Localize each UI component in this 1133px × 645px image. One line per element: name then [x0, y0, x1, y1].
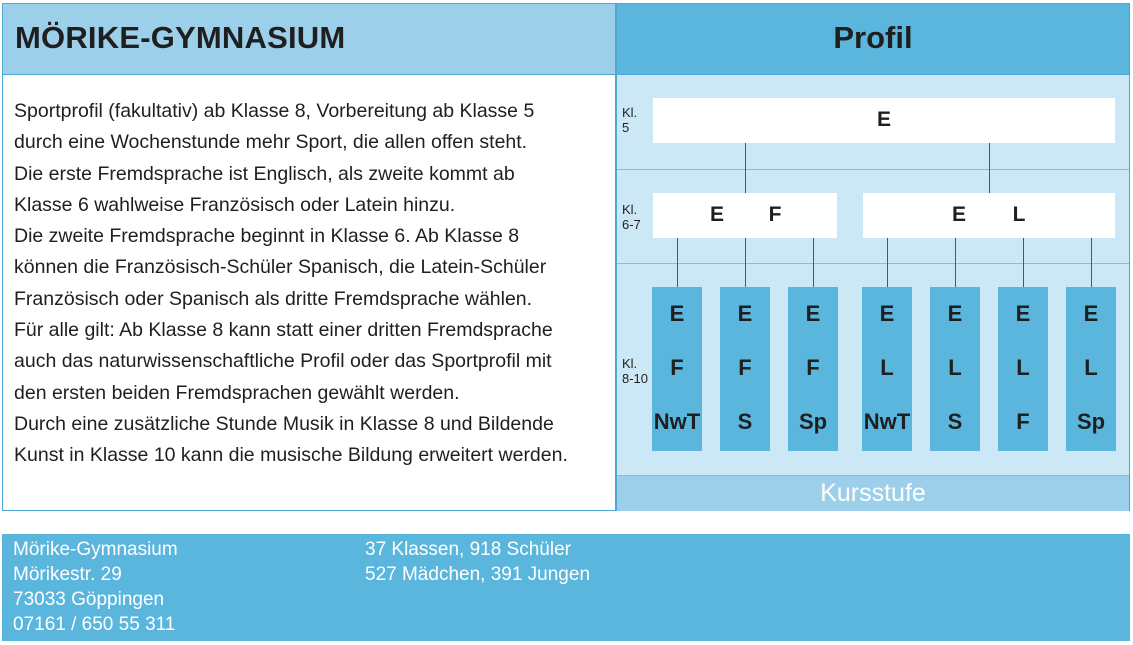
column-lang1: E [1083, 301, 1099, 326]
column-profile: Sp [798, 409, 828, 434]
class810-column [930, 287, 980, 451]
connector-line [989, 143, 990, 193]
profile-diagram [616, 75, 1130, 511]
class67-lang: L [1012, 203, 1026, 226]
connector-line [813, 238, 814, 287]
column-profile: Sp [1076, 409, 1106, 434]
column-profile: S [737, 409, 753, 434]
footer-phone: 07161 / 650 55 311 [13, 614, 176, 635]
column-lang1: E [737, 301, 753, 326]
class67-box-ef [653, 193, 837, 238]
level-label-kl67: Kl. 6-7 [622, 202, 641, 232]
profile-title: Profil [833, 20, 913, 55]
column-lang1: E [669, 301, 685, 326]
connector-line [677, 238, 678, 287]
level-label-kl5: Kl. 5 [622, 105, 638, 135]
description-line: Französisch oder Spanisch als dritte Fremdsprache wählen. [14, 287, 533, 310]
class67-box-el [863, 193, 1115, 238]
kursstufe-label: Kursstufe [820, 479, 926, 507]
class67-lang: F [768, 203, 782, 226]
description-line: Sportprofil (fakultativ) ab Klasse 8, Vorbereitung ab Klasse 5 [14, 100, 535, 122]
connector-line [955, 238, 956, 287]
class5-box [653, 98, 1115, 143]
description-line: durch eine Wochenstunde mehr Sport, die allen offen steht. [14, 131, 528, 154]
footer-city: 73033 Göppingen [13, 589, 165, 610]
footer-stats-classes: 37 Klassen, 918 Schüler [365, 539, 571, 560]
column-profile: S [947, 409, 963, 434]
column-lang2: L [948, 355, 962, 380]
description-line: auch das naturwissenschaftliche Profil oder das Sportprofil mit [14, 350, 552, 373]
column-profile: F [1016, 409, 1030, 434]
column-lang1: E [1015, 301, 1031, 326]
kursstufe-bar [617, 475, 1129, 511]
class67-lang: E [951, 203, 966, 226]
connector-line [745, 143, 746, 193]
description-line: Die erste Fremdsprache ist Englisch, als zweite kommt ab [14, 162, 515, 185]
class810-column [652, 287, 702, 451]
class810-column [788, 287, 838, 451]
column-lang1: E [879, 301, 895, 326]
column-lang2: F [806, 355, 820, 380]
footer-street: Mörikestr. 29 [13, 564, 122, 585]
class810-column [720, 287, 770, 451]
footer-stats-students: 527 Mädchen, 391 Jungen [365, 564, 591, 585]
level-divider [617, 169, 1129, 170]
connector-line [1023, 238, 1024, 287]
description-line: Klasse 6 wahlweise Französisch oder Latein hinzu. [14, 193, 456, 216]
footer [2, 534, 1130, 641]
column-lang2: L [880, 355, 894, 380]
column-lang2: L [1084, 355, 1098, 380]
profile-header [616, 3, 1130, 75]
footer-school-name: Mörike-Gymnasium [13, 539, 178, 560]
class810-column [862, 287, 912, 451]
description-text [14, 96, 614, 472]
class810-column [1066, 287, 1116, 451]
column-lang2: F [670, 355, 684, 380]
school-header [2, 3, 616, 75]
column-lang2: L [1016, 355, 1030, 380]
column-profile: NwT [863, 409, 911, 434]
description-line: Durch eine zusätzliche Stunde Musik in Klasse 8 und Bildende [14, 412, 554, 435]
level-divider [617, 263, 1129, 264]
description-line: Für alle gilt: Ab Klasse 8 kann statt einer dritten Fremdsprache [14, 319, 553, 342]
column-lang1: E [805, 301, 821, 326]
description-line: können die Französisch-Schüler Spanisch, die Latein-Schüler [14, 256, 547, 279]
connector-line [745, 238, 746, 287]
description-line: den ersten beiden Fremdsprachen gewählt werden. [14, 381, 460, 404]
description-line: Die zweite Fremdsprache beginnt in Klasse 6. Ab Klasse 8 [14, 225, 520, 248]
column-lang2: F [738, 355, 752, 380]
class810-column [998, 287, 1048, 451]
description-line: Kunst in Klasse 10 kann die musische Bildung erweitert werden. [14, 444, 568, 467]
column-profile: NwT [653, 409, 701, 434]
school-title: MÖRIKE-GYMNASIUM [15, 20, 346, 55]
connector-line [1091, 238, 1092, 287]
class5-language: E [876, 108, 891, 131]
description-panel [2, 75, 616, 511]
connector-line [887, 238, 888, 287]
column-lang1: E [947, 301, 963, 326]
class67-lang: E [709, 203, 724, 226]
level-label-kl810: Kl. 8-10 [622, 356, 649, 386]
